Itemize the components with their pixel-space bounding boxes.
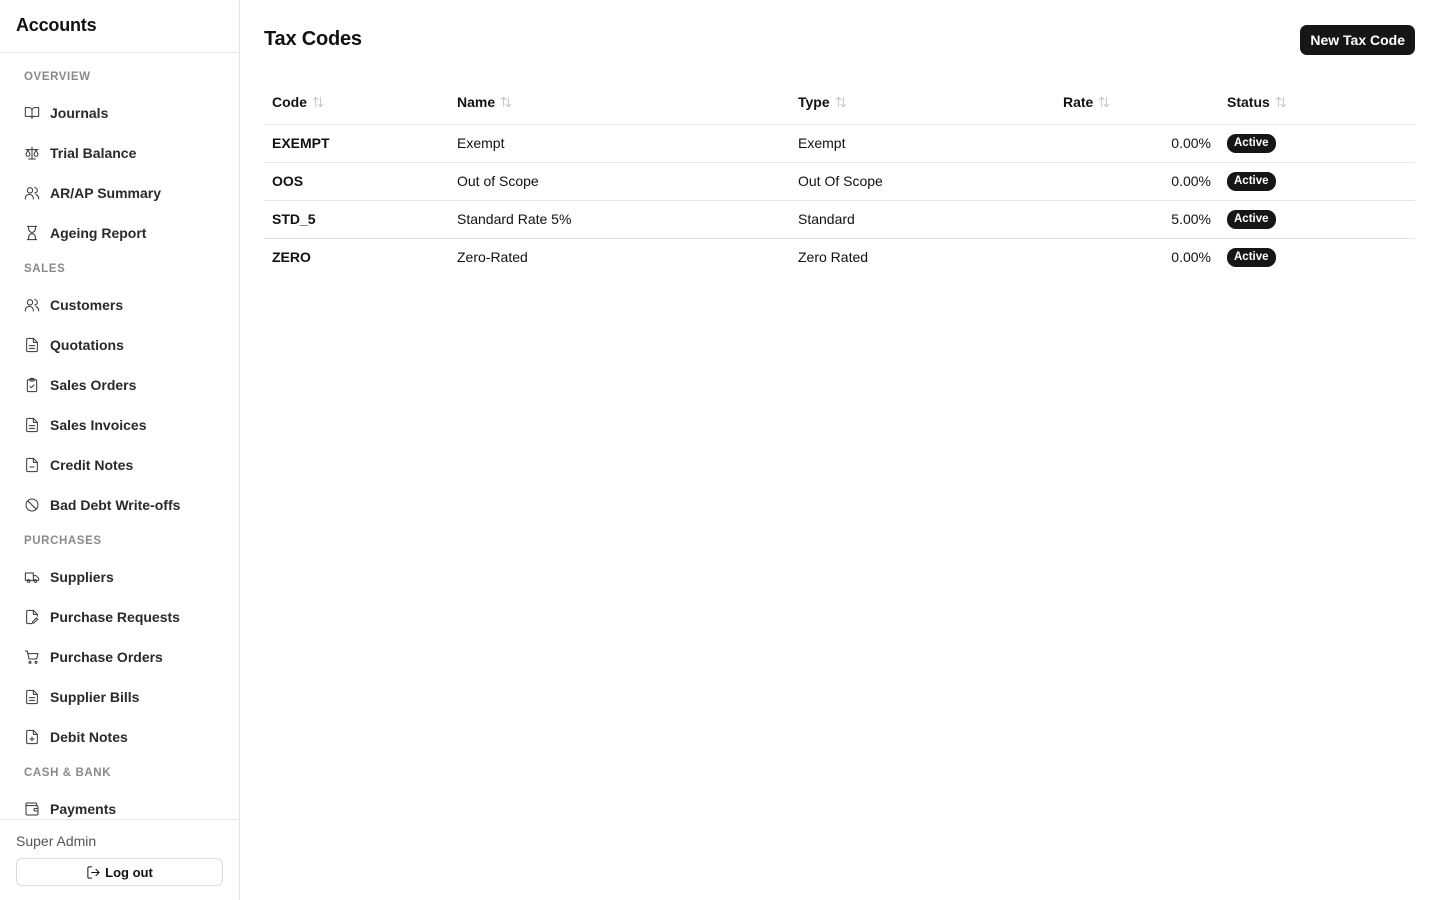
- page-title: Tax Codes: [264, 28, 362, 50]
- nav-section-label: CASH & BANK: [24, 767, 112, 779]
- cell-code: STD_5: [264, 200, 449, 238]
- cell-rate: 0.00%: [1055, 162, 1219, 200]
- column-header-label: Code: [272, 93, 307, 110]
- sidebar-item-ar-ap-summary[interactable]: [0, 173, 239, 213]
- cell-name: Exempt: [449, 124, 790, 162]
- sidebar-item-label: Purchase Orders: [50, 649, 163, 665]
- column-header-type[interactable]: [790, 80, 1055, 124]
- sidebar-item-debit-notes[interactable]: [0, 717, 239, 757]
- nav-section-purchases: [0, 525, 239, 757]
- cell-status: [1219, 162, 1415, 200]
- shopping-cart-icon: [24, 649, 40, 665]
- cell-status: [1219, 238, 1415, 276]
- logout-icon: [86, 865, 101, 880]
- logout-button-label: Log out: [105, 864, 153, 880]
- sidebar-item-quotations[interactable]: [0, 325, 239, 365]
- sidebar-item-purchase-requests[interactable]: [0, 597, 239, 637]
- sidebar-item-label: Ageing Report: [50, 225, 147, 241]
- column-header-label: Type: [798, 93, 830, 110]
- column-header-label: Status: [1227, 93, 1270, 110]
- status-badge: Active: [1227, 134, 1276, 153]
- sidebar-item-trial-balance[interactable]: [0, 133, 239, 173]
- nav-section-label: PURCHASES: [24, 535, 102, 547]
- table-row[interactable]: [264, 238, 1415, 276]
- status-badge: Active: [1227, 210, 1276, 229]
- sidebar-item-label: Sales Invoices: [50, 417, 147, 433]
- nav-section-sales: [0, 253, 239, 525]
- column-header-rate[interactable]: [1055, 80, 1219, 124]
- cell-name: Zero-Rated: [457, 249, 528, 266]
- cell-code: OOS: [264, 162, 449, 200]
- sidebar-item-label: Customers: [50, 297, 124, 313]
- new-tax-code-button[interactable]: New Tax Code: [1300, 25, 1415, 55]
- page-header: [264, 0, 1415, 80]
- sort-icon: [1274, 95, 1288, 109]
- sidebar-item-label: AR/AP Summary: [50, 185, 162, 201]
- cell-type: Standard: [790, 200, 1055, 238]
- sidebar-item-label: Debit Notes: [50, 729, 128, 745]
- cell-type: Exempt: [790, 124, 1055, 162]
- nav-section-overview: [0, 53, 239, 253]
- wallet-icon: [24, 801, 40, 817]
- sidebar-item-label: Quotations: [50, 337, 124, 353]
- sidebar-item-payments[interactable]: [0, 789, 239, 819]
- hourglass-icon: [24, 225, 40, 241]
- sidebar-item-label: Bad Debt Write-offs: [50, 497, 181, 513]
- sidebar-item-sales-orders[interactable]: [0, 365, 239, 405]
- sort-icon: [499, 95, 513, 109]
- sidebar-item-credit-notes[interactable]: [0, 445, 239, 485]
- cell-rate: 5.00%: [1055, 200, 1219, 238]
- sidebar-item-label: Sales Orders: [50, 377, 137, 393]
- status-badge: Active: [1227, 248, 1276, 267]
- sidebar-item-label: Supplier Bills: [50, 689, 140, 705]
- cell-type: Zero Rated: [798, 249, 869, 266]
- sort-icon: [311, 95, 325, 109]
- main-content: [240, 0, 1440, 900]
- sidebar-item-label: Credit Notes: [50, 457, 134, 473]
- tax-codes-table: [264, 80, 1415, 276]
- sidebar-item-label: Suppliers: [50, 569, 114, 585]
- sidebar-nav: [0, 53, 239, 819]
- sidebar-item-purchase-orders[interactable]: [0, 637, 239, 677]
- sidebar-footer: [0, 819, 239, 900]
- sidebar-item-label: Journals: [50, 105, 109, 121]
- status-badge: Active: [1227, 172, 1276, 191]
- sidebar: [0, 0, 240, 900]
- book-open-icon: [24, 105, 40, 121]
- sort-icon: [1097, 95, 1111, 109]
- cell-name: Standard Rate 5%: [449, 200, 790, 238]
- cell-type: Out Of Scope: [790, 162, 1055, 200]
- cell-rate: 0.00%: [1055, 124, 1219, 162]
- column-header-name[interactable]: [449, 80, 790, 124]
- cell-status: [1219, 200, 1415, 238]
- sidebar-item-label: Payments: [50, 801, 117, 817]
- sort-icon: [834, 95, 848, 109]
- file-minus-icon: [24, 457, 40, 473]
- logout-button[interactable]: [16, 858, 223, 886]
- file-text-icon: [24, 417, 40, 433]
- cell-rate: 0.00%: [1171, 249, 1211, 266]
- users-icon: [24, 297, 40, 313]
- users-icon: [24, 185, 40, 201]
- sidebar-item-journals[interactable]: [0, 93, 239, 133]
- sidebar-item-customers[interactable]: [0, 285, 239, 325]
- column-header-label: Rate: [1063, 93, 1094, 110]
- nav-section-label: OVERVIEW: [24, 71, 91, 83]
- sidebar-item-bad-debt-write-offs[interactable]: [0, 485, 239, 525]
- scale-icon: [24, 145, 40, 161]
- sidebar-item-supplier-bills[interactable]: [0, 677, 239, 717]
- truck-icon: [24, 569, 40, 585]
- column-header-code[interactable]: [264, 80, 449, 124]
- cell-code: EXEMPT: [264, 124, 449, 162]
- sidebar-item-sales-invoices[interactable]: [0, 405, 239, 445]
- sidebar-item-ageing-report[interactable]: [0, 213, 239, 253]
- file-text-icon: [24, 337, 40, 353]
- app-title: Accounts: [16, 15, 97, 35]
- cell-code: ZERO: [272, 249, 311, 266]
- cell-status: [1219, 124, 1415, 162]
- current-user-name: Super Admin: [16, 833, 97, 849]
- file-plus-icon: [24, 729, 40, 745]
- nav-section-cash-bank: [0, 757, 239, 819]
- table-row[interactable]: [264, 124, 1415, 162]
- nav-section-label: SALES: [24, 263, 66, 275]
- column-header-status[interactable]: [1219, 80, 1415, 124]
- file-text-icon: [24, 689, 40, 705]
- ban-icon: [24, 497, 40, 513]
- sidebar-item-label: Trial Balance: [50, 145, 137, 161]
- table-row[interactable]: [264, 200, 1415, 238]
- sidebar-item-label: Purchase Requests: [50, 609, 180, 625]
- column-header-label: Name: [457, 93, 496, 110]
- table-header-row: [264, 80, 1415, 124]
- file-pen-icon: [24, 609, 40, 625]
- clipboard-check-icon: [24, 377, 40, 393]
- sidebar-item-suppliers[interactable]: [0, 557, 239, 597]
- cell-name: Out of Scope: [449, 162, 790, 200]
- sidebar-header: [0, 0, 239, 53]
- table-row[interactable]: [264, 162, 1415, 200]
